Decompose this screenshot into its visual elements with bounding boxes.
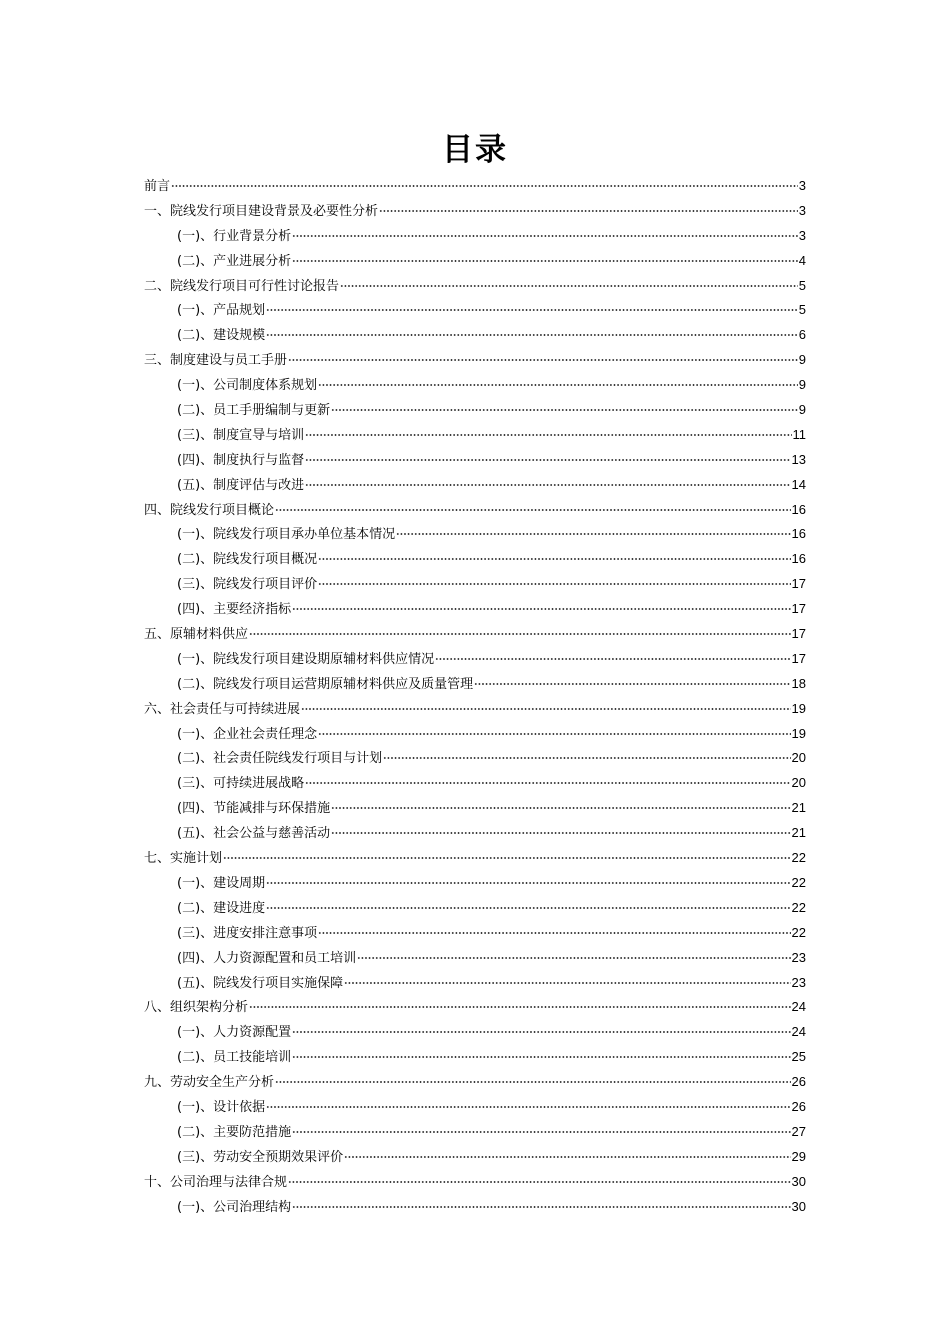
toc-dot-leader xyxy=(275,505,791,511)
toc-entry-subsection[interactable] xyxy=(144,946,806,971)
toc-entry-title: (二)、社会责任院线发行项目与计划 xyxy=(177,751,383,767)
toc-entry-title: (二)、建设规模 xyxy=(177,328,266,344)
toc-entry-title: (二)、建设进度 xyxy=(177,900,266,916)
toc-entry-subsection[interactable] xyxy=(144,448,806,473)
toc-entry-subsection[interactable] xyxy=(144,1045,806,1070)
toc-entry-title: (四)、节能减排与环保措施 xyxy=(177,801,331,817)
toc-dot-leader xyxy=(331,803,790,809)
toc-dot-leader xyxy=(305,480,790,486)
toc-dot-leader xyxy=(435,654,790,660)
toc-entry-subsection[interactable] xyxy=(144,921,806,946)
toc-entry-page-number: 17 xyxy=(791,601,806,617)
toc-entry-subsection[interactable] xyxy=(144,871,806,896)
toc-entry-title: (一)、院线发行项目承办单位基本情况 xyxy=(177,527,396,543)
toc-entry-page-number: 6 xyxy=(798,327,806,343)
toc-entry-subsection[interactable] xyxy=(144,373,806,398)
toc-entry-title: (一)、公司治理结构 xyxy=(177,1199,292,1215)
toc-dot-leader xyxy=(171,181,798,187)
toc-entry-subsection[interactable] xyxy=(144,1020,806,1045)
toc-entry-page-number: 16 xyxy=(791,551,806,567)
toc-entry-title: (五)、院线发行项目实施保障 xyxy=(177,975,344,991)
toc-entry-page-number: 3 xyxy=(798,227,806,243)
toc-dot-leader xyxy=(474,679,790,685)
toc-dot-leader xyxy=(318,380,798,386)
toc-entry-subsection[interactable] xyxy=(144,1145,806,1170)
toc-entry-title: (三)、可持续进展战略 xyxy=(177,776,305,792)
toc-dot-leader xyxy=(266,305,798,311)
toc-entry-subsection[interactable] xyxy=(144,647,806,672)
toc-dot-leader xyxy=(305,778,790,784)
toc-entry-subsection[interactable] xyxy=(144,572,806,597)
toc-entry-page-number: 30 xyxy=(791,1173,806,1189)
toc-dot-leader xyxy=(249,1002,791,1008)
toc-entry-section[interactable] xyxy=(144,498,806,523)
toc-entry-page-number: 23 xyxy=(791,949,806,965)
toc-entry-page-number: 16 xyxy=(791,526,806,542)
toc-entry-subsection[interactable] xyxy=(144,473,806,498)
toc-entry-section[interactable] xyxy=(144,274,806,299)
toc-entry-subsection[interactable] xyxy=(144,896,806,921)
toc-entry-page-number: 3 xyxy=(798,202,806,218)
toc-entry-subsection[interactable] xyxy=(144,722,806,747)
toc-entry-section[interactable] xyxy=(144,348,806,373)
toc-entry-subsection[interactable] xyxy=(144,971,806,996)
toc-entry-page-number: 17 xyxy=(791,650,806,666)
toc-entry-title: 十、公司治理与法律合规 xyxy=(144,1174,288,1190)
toc-entry-subsection[interactable] xyxy=(144,522,806,547)
toc-entry-page-number: 17 xyxy=(791,576,806,592)
toc-entry-title: 九、劳动安全生产分析 xyxy=(144,1075,275,1091)
toc-entry-page-number: 11 xyxy=(792,426,806,442)
toc-entry-title: (二)、员工技能培训 xyxy=(177,1050,292,1066)
toc-entry-page-number: 22 xyxy=(791,874,806,890)
toc-entry-title: 前言 xyxy=(144,179,171,194)
toc-entry-title: (一)、企业社会责任理念 xyxy=(177,726,318,742)
toc-entry-page-number: 22 xyxy=(791,899,806,915)
toc-entry-title: (一)、产品规划 xyxy=(177,303,266,319)
toc-entry-page-number: 9 xyxy=(798,377,806,393)
toc-dot-leader xyxy=(318,579,790,585)
toc-entry-page-number: 9 xyxy=(798,402,806,418)
toc-dot-leader xyxy=(288,1177,791,1183)
toc-dot-leader xyxy=(292,231,798,237)
toc-entry-subsection[interactable] xyxy=(144,323,806,348)
toc-entry-page-number: 14 xyxy=(791,476,806,492)
toc-entry-title: (四)、主要经济指标 xyxy=(177,602,292,618)
toc-dot-leader xyxy=(340,281,798,287)
toc-entry-page-number: 4 xyxy=(798,252,806,268)
toc-entry-page-number: 21 xyxy=(791,800,806,816)
toc-dot-leader xyxy=(344,1152,790,1158)
toc-entry-page-number: 19 xyxy=(791,725,806,741)
toc-entry-subsection[interactable] xyxy=(144,1120,806,1145)
toc-entry-page-number: 5 xyxy=(798,302,806,318)
toc-dot-leader xyxy=(318,928,790,934)
toc-entry-page-number: 22 xyxy=(791,924,806,940)
toc-entry-title: 三、制度建设与员工手册 xyxy=(144,353,288,369)
toc-entry-page-number: 26 xyxy=(791,1098,806,1114)
toc-entry-title: (三)、进度安排注意事项 xyxy=(177,925,318,941)
toc-entry-subsection[interactable] xyxy=(144,224,806,249)
toc-entry-title: (五)、制度评估与改进 xyxy=(177,477,305,493)
toc-entry-title: (二)、主要防范措施 xyxy=(177,1124,292,1140)
toc-entry-subsection[interactable] xyxy=(144,547,806,572)
toc-entry-subsection[interactable] xyxy=(144,672,806,697)
toc-entry-page-number: 24 xyxy=(791,1024,806,1040)
toc-entry-page-number: 18 xyxy=(791,675,806,691)
toc-entry-title: (三)、劳动安全预期效果评价 xyxy=(177,1149,344,1165)
toc-entry-title: 五、原辅材料供应 xyxy=(144,627,249,643)
toc-entry-page-number: 9 xyxy=(798,352,806,368)
table-of-contents xyxy=(144,174,806,1219)
toc-entry-section[interactable] xyxy=(144,697,806,722)
toc-entry-title: 七、实施计划 xyxy=(144,851,223,867)
toc-entry-title: (一)、设计依据 xyxy=(177,1099,266,1115)
toc-entry-subsection[interactable] xyxy=(144,249,806,274)
toc-entry-subsection[interactable] xyxy=(144,1195,806,1220)
toc-entry-section[interactable] xyxy=(144,622,806,647)
toc-dot-leader xyxy=(266,903,790,909)
toc-dot-leader xyxy=(331,405,798,411)
toc-entry-title: 二、院线发行项目可行性讨论报告 xyxy=(144,278,340,294)
toc-dot-leader xyxy=(292,1127,790,1133)
toc-entry-section[interactable] xyxy=(144,199,806,224)
toc-entry-subsection[interactable] xyxy=(144,771,806,796)
toc-dot-leader xyxy=(383,753,790,759)
toc-dot-leader xyxy=(318,554,790,560)
toc-entry-page-number: 20 xyxy=(791,750,806,766)
toc-dot-leader xyxy=(292,1052,790,1058)
toc-entry-subsection[interactable] xyxy=(144,746,806,771)
toc-entry-title: 六、社会责任与可持续进展 xyxy=(144,701,301,717)
toc-entry-title: (四)、制度执行与监督 xyxy=(177,452,305,468)
toc-dot-leader xyxy=(249,629,791,635)
toc-entry-subsection[interactable] xyxy=(144,796,806,821)
toc-entry-title: 一、院线发行项目建设背景及必要性分析 xyxy=(144,203,379,219)
toc-entry-subsection[interactable] xyxy=(144,398,806,423)
toc-dot-leader xyxy=(292,1202,790,1208)
toc-entry-page-number: 19 xyxy=(791,700,806,716)
toc-dot-leader xyxy=(344,978,790,984)
toc-entry-title: (一)、人力资源配置 xyxy=(177,1025,292,1041)
toc-entry-page-number: 25 xyxy=(791,1049,806,1065)
toc-entry-title: 四、院线发行项目概论 xyxy=(144,502,275,518)
toc-entry-section[interactable] xyxy=(144,995,806,1020)
toc-entry-title: (二)、院线发行项目运营期原辅材料供应及质量管理 xyxy=(177,676,474,692)
toc-dot-leader xyxy=(266,330,798,336)
toc-entry-section[interactable] xyxy=(144,174,806,199)
toc-entry-title: (一)、行业背景分析 xyxy=(177,228,292,244)
toc-entry-title: (二)、院线发行项目概况 xyxy=(177,552,318,568)
toc-entry-page-number: 17 xyxy=(791,626,806,642)
toc-dot-leader xyxy=(266,878,790,884)
toc-entry-page-number: 23 xyxy=(791,974,806,990)
toc-entry-title: (一)、建设周期 xyxy=(177,875,266,891)
toc-entry-subsection[interactable] xyxy=(144,298,806,323)
toc-entry-page-number: 3 xyxy=(798,178,806,193)
toc-entry-title: (二)、员工手册编制与更新 xyxy=(177,403,331,419)
toc-entry-page-number: 20 xyxy=(791,775,806,791)
toc-dot-leader xyxy=(318,729,790,735)
toc-dot-leader xyxy=(266,1102,790,1108)
toc-entry-page-number: 13 xyxy=(791,451,806,467)
toc-dot-leader xyxy=(301,704,791,710)
toc-entry-title: (三)、院线发行项目评价 xyxy=(177,577,318,593)
toc-dot-leader xyxy=(379,206,798,212)
toc-entry-title: (一)、院线发行项目建设期原辅材料供应情况 xyxy=(177,651,435,667)
toc-dot-leader xyxy=(223,853,791,859)
toc-entry-page-number: 24 xyxy=(791,999,806,1015)
toc-entry-page-number: 26 xyxy=(791,1074,806,1090)
toc-entry-subsection[interactable] xyxy=(144,821,806,846)
toc-entry-page-number: 16 xyxy=(791,501,806,517)
toc-entry-title: (一)、公司制度体系规划 xyxy=(177,378,318,394)
toc-entry-subsection[interactable] xyxy=(144,1095,806,1120)
toc-entry-title: (三)、制度宣导与培训 xyxy=(177,427,305,443)
toc-dot-leader xyxy=(292,604,790,610)
toc-entry-page-number: 27 xyxy=(791,1123,806,1139)
toc-dot-leader xyxy=(275,1077,791,1083)
toc-entry-title: (五)、社会公益与慈善活动 xyxy=(177,826,331,842)
toc-entry-title: (四)、人力资源配置和员工培训 xyxy=(177,950,357,966)
toc-entry-page-number: 22 xyxy=(791,850,806,866)
toc-dot-leader xyxy=(292,1027,790,1033)
toc-entry-section[interactable] xyxy=(144,1070,806,1095)
toc-entry-page-number: 29 xyxy=(791,1148,806,1164)
toc-dot-leader xyxy=(292,256,798,262)
toc-dot-leader xyxy=(396,529,790,535)
toc-dot-leader xyxy=(357,953,790,959)
toc-entry-page-number: 5 xyxy=(798,277,806,293)
toc-entry-title: 八、组织架构分析 xyxy=(144,1000,249,1016)
toc-entry-page-number: 30 xyxy=(791,1198,806,1214)
toc-entry-subsection[interactable] xyxy=(144,423,806,448)
toc-dot-leader xyxy=(331,828,790,834)
toc-entry-section[interactable] xyxy=(144,846,806,871)
toc-dot-leader xyxy=(305,455,790,461)
toc-dot-leader xyxy=(305,430,791,436)
toc-entry-section[interactable] xyxy=(144,1170,806,1195)
page-title: 目录 xyxy=(442,132,508,168)
toc-dot-leader xyxy=(288,355,798,361)
toc-entry-page-number: 21 xyxy=(791,825,806,841)
toc-entry-subsection[interactable] xyxy=(144,597,806,622)
toc-entry-title: (二)、产业进展分析 xyxy=(177,253,292,269)
